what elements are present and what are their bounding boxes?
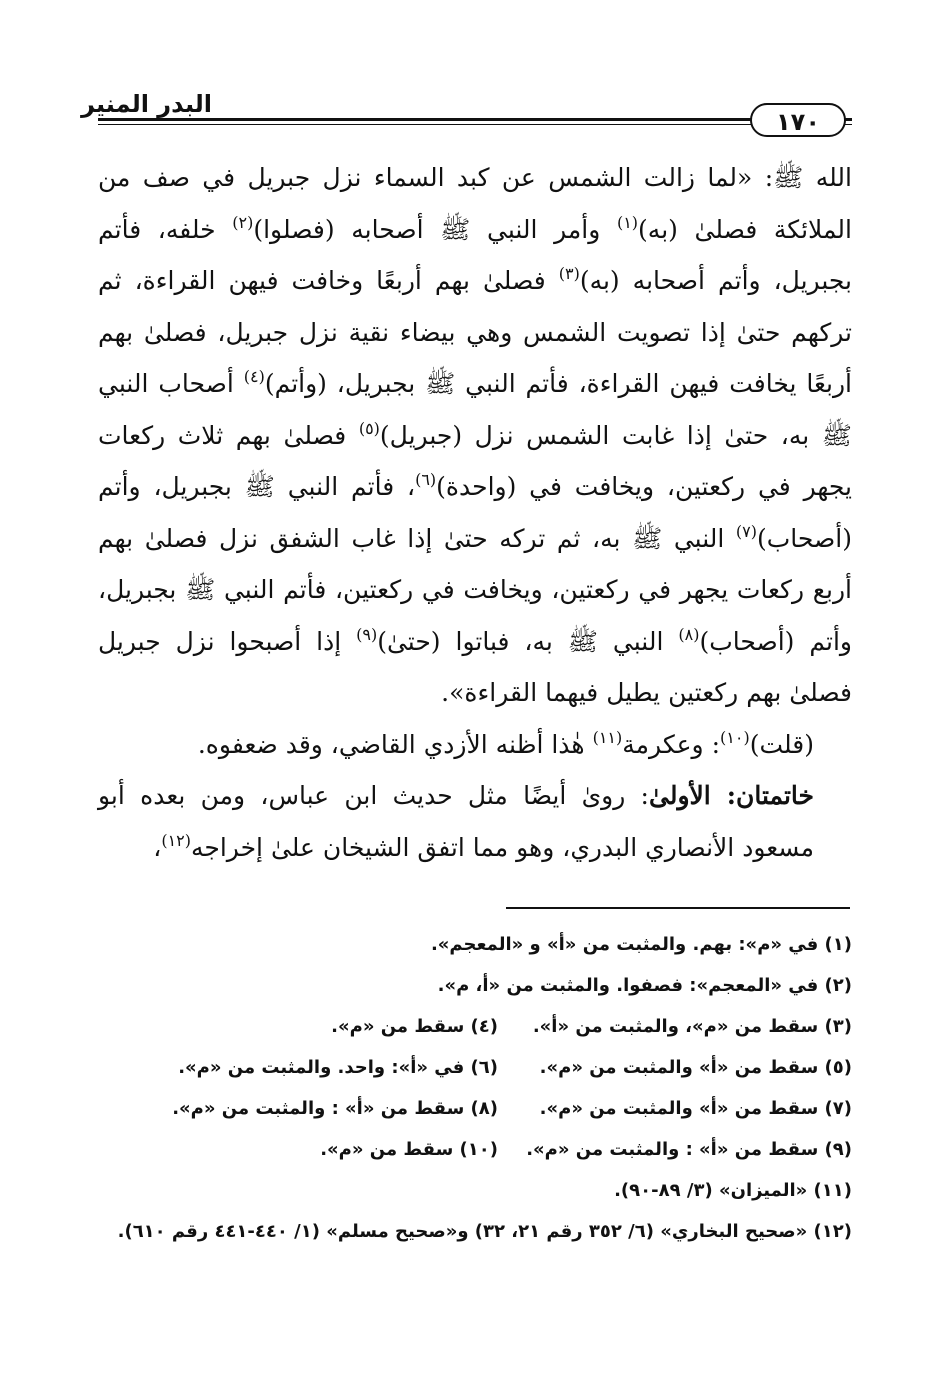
footnotes <box>98 924 852 1252</box>
footnote-3: (٣) سقط من «م»، والمثبت من «أ». <box>532 1016 852 1037</box>
footnote-10: (١٠) سقط من «م». <box>320 1139 498 1160</box>
text-run: الله ﷺ: «لما زالت الشمس عن كبد السماء نزل جبريل في صف من الملائكة فصلىٰ (به) <box>98 163 852 244</box>
text-run: إذا أصبحوا نزل جبريل فصلىٰ بهم ركعتين يطيل فيهما القراءة». <box>98 626 852 707</box>
footnote-marker[interactable]: (٩) <box>356 624 378 644</box>
commentary-paragraph <box>98 719 852 771</box>
footnote-1: (١) في «م»: بهم. والمثبت من «أ» و «المعجم». <box>430 934 852 955</box>
text-run: ، فأتم النبي ﷺ بجبريل، وأتم (أصحاب) <box>98 472 852 553</box>
footnote-5: (٥) سقط من «أ» والمثبت من «م». <box>539 1057 852 1078</box>
footnote-row <box>98 924 852 965</box>
footnote-row <box>98 1211 852 1252</box>
text-run: وأمر النبي ﷺ أصحابه (فصلوا) <box>253 214 617 244</box>
footnote-2: (٢) في «المعجم»: فصفوا. والمثبت من «أ، م». <box>437 975 852 996</box>
footnote-9: (٩) سقط من «أ» : والمثبت من «م». <box>526 1139 852 1160</box>
conclusion-paragraph <box>98 770 852 873</box>
footnote-marker[interactable]: (٣) <box>558 264 580 283</box>
footnote-row <box>98 1088 852 1129</box>
footnote-marker[interactable]: (٨) <box>678 624 700 644</box>
footnote-marker[interactable]: (١٠) <box>720 727 750 747</box>
text-run: هٰذا أظنه الأزدي القاضي، وقد ضعفوه. <box>197 729 593 759</box>
header-rule <box>98 118 852 121</box>
text-run: النبي ﷺ به، ثم تركه حتىٰ إذا غاب الشفق نزل فصلىٰ بهم أربع ركعات يجهر في ركعتين، ويخافت في ركعتين، فأتم النبي ﷺ بجبريل، وأتم (أصحاب) <box>98 523 852 656</box>
footnote-11: (١١) «الميزان» (٣/ ٨٩-٩٠). <box>614 1180 852 1201</box>
text-run: (قلت) <box>749 729 814 759</box>
book-title: البدر المنير <box>81 90 212 118</box>
footnote-marker[interactable]: (١٢) <box>161 830 191 850</box>
running-header <box>81 90 852 140</box>
footnote-6: (٦) في «أ»: واحد. والمثبت من «م». <box>178 1057 498 1078</box>
footnote-row <box>98 1006 852 1047</box>
text-run: فصلىٰ بهم أربعًا وخافت فيهن القراءة، ثم تركهم حتىٰ إذا تصويت الشمس وهي بيضاء نقية نزل جبريل، فصلىٰ بهم أربعًا يخافت فيهن القراءة، فأتم النبي ﷺ بجبريل، (وأتم) <box>98 266 852 398</box>
footnote-marker[interactable]: (٢) <box>232 212 254 232</box>
footnote-row <box>98 1170 852 1211</box>
text-run: : وعكرمة <box>622 729 721 759</box>
text-run: : روىٰ أيضًا مثل حديث ابن عباس، ومن بعده أبو مسعود الأنصاري البدري، وهو مما اتفق الشيخان علىٰ إخراجه <box>98 781 814 862</box>
text-run: أصحاب النبي ﷺ به، حتىٰ إذا غابت الشمس نزل (جبريل) <box>98 369 852 450</box>
footnote-8: (٨) سقط من «أ» : والمثبت من «م». <box>172 1098 498 1119</box>
section-label: خاتمتان: الأولىٰ <box>648 781 814 810</box>
header-rule-thin <box>98 124 852 125</box>
footnote-marker[interactable]: (٧) <box>735 521 758 541</box>
text-run: خلفه، فأتم بجبريل، وأتم أصحابه (به) <box>98 214 852 295</box>
footnote-7: (٧) سقط من «أ» والمثبت من «م». <box>539 1098 852 1119</box>
hadith-paragraph <box>98 152 852 719</box>
page-number: ١٧٠ <box>750 103 846 137</box>
footnote-marker[interactable]: (٦) <box>415 470 437 489</box>
footnote-row <box>98 965 852 1006</box>
footnote-row <box>98 1129 852 1170</box>
footnote-marker[interactable]: (١) <box>616 212 639 232</box>
text-run: ، <box>153 832 162 862</box>
footnote-marker[interactable]: (١١) <box>592 727 623 747</box>
footnote-separator <box>506 907 850 909</box>
footnote-row <box>98 1047 852 1088</box>
footnote-marker[interactable]: (٤) <box>243 367 265 386</box>
text-run: فصلىٰ بهم ثلاث ركعات يجهر في ركعتين، ويخافت في (واحدة) <box>98 420 852 501</box>
text-run: النبي ﷺ به، فباتوا (حتىٰ) <box>377 626 679 656</box>
footnote-4: (٤) سقط من «م». <box>331 1016 498 1037</box>
footnote-12: (١٢) «صحيح البخاري» (٦/ ٣٥٢ رقم ٢١، ٣٢) و«صحيح مسلم» (١/ ٤٤٠-٤٤١ رقم ٦١٠). <box>117 1221 852 1242</box>
main-text <box>98 152 852 873</box>
footnote-marker[interactable]: (٥) <box>358 418 380 438</box>
